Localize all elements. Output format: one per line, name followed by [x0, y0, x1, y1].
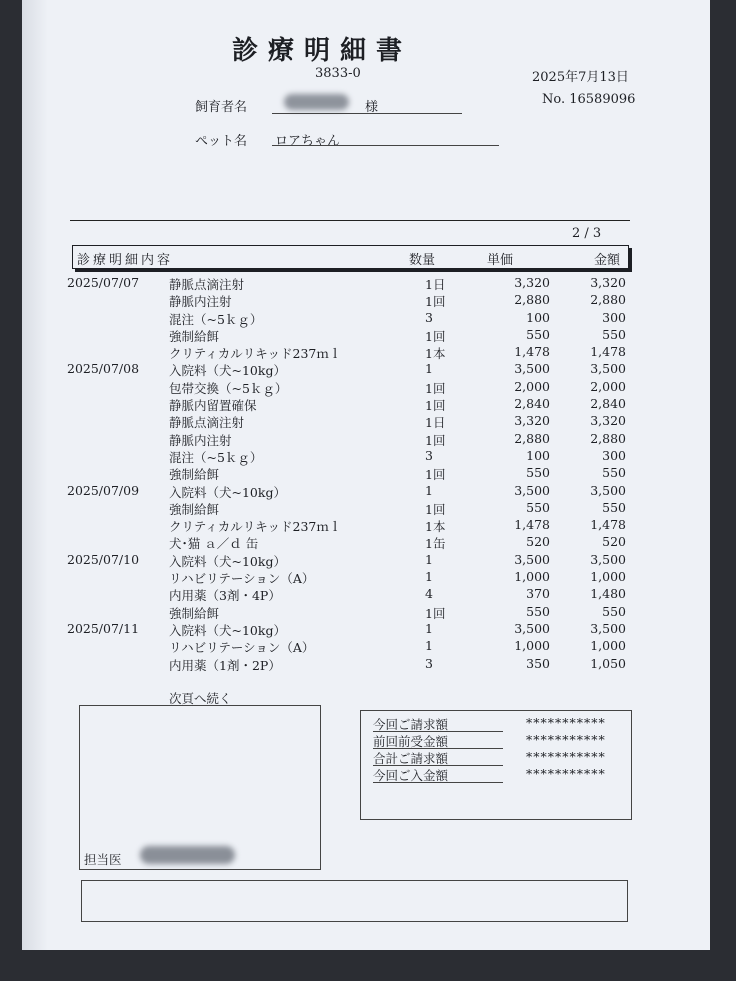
row-quantity: 1本: [425, 346, 446, 362]
row-quantity: 1: [425, 620, 433, 636]
header-quantity: 数量: [409, 253, 436, 268]
row-amount: 2,000: [590, 378, 626, 394]
table-row: [22, 292, 710, 309]
row-quantity: 1本: [425, 519, 446, 535]
row-quantity: 1缶: [425, 536, 446, 552]
pet-label: ペット名: [195, 134, 248, 149]
row-date: 2025/07/09: [67, 482, 140, 498]
row-quantity: 3: [425, 655, 433, 671]
table-row: [22, 344, 710, 361]
row-unit-price: 2,880: [514, 430, 550, 446]
header-content: 診療明細内容: [77, 253, 174, 268]
row-item: 混注（~5ｋｇ）: [169, 311, 263, 327]
table-row: [22, 465, 710, 482]
row-amount: 2,880: [590, 292, 626, 308]
row-unit-price: 1,478: [514, 344, 550, 360]
table-row: [22, 569, 710, 586]
row-unit-price: 3,320: [514, 413, 550, 429]
row-unit-price: 370: [526, 586, 550, 602]
billing-value: ***********: [526, 749, 606, 764]
billing-value: ***********: [526, 766, 606, 781]
row-item: 強制給餌: [169, 467, 220, 483]
row-item: リハビリテーション（A）: [169, 640, 315, 656]
document-title: 診療明細書: [232, 36, 413, 66]
continued-note: 次頁へ続く: [169, 691, 232, 706]
row-unit-price: 550: [526, 603, 550, 619]
row-quantity: 1: [425, 638, 433, 654]
table-row: [22, 310, 710, 327]
row-amount: 3,500: [590, 620, 626, 636]
table-row: [22, 586, 710, 603]
row-quantity: 3: [425, 309, 433, 325]
row-quantity: 1回: [425, 605, 446, 621]
row-quantity: 1回: [425, 467, 446, 483]
table-row: [22, 500, 710, 517]
row-amount: 300: [602, 309, 626, 325]
row-unit-price: 1,000: [514, 569, 550, 585]
row-item: 入院料（犬~10kg）: [169, 363, 286, 379]
table-row: [22, 638, 710, 655]
row-quantity: 1: [425, 569, 433, 585]
page-number: 2 / 3: [572, 226, 602, 241]
billing-label: 前回前受金額: [373, 732, 503, 749]
row-amount: 550: [602, 465, 626, 481]
billing-value: ***********: [526, 732, 606, 747]
table-row: [22, 517, 710, 534]
row-quantity: 1: [425, 551, 433, 567]
document-number: No. 16589096: [542, 92, 636, 107]
table-row: [22, 327, 710, 344]
remarks-box: [81, 880, 628, 922]
row-item: 入院料（犬~10kg）: [169, 622, 286, 638]
table-row: [22, 552, 710, 569]
row-amount: 550: [602, 499, 626, 515]
pet-name: ロアちゃん: [275, 134, 341, 149]
table-row: [22, 483, 710, 500]
row-unit-price: 3,320: [514, 275, 550, 290]
table-row: [22, 448, 710, 465]
table-row: [22, 621, 710, 638]
row-amount: 3,320: [590, 413, 626, 429]
row-amount: 1,478: [590, 517, 626, 533]
table-header: [72, 245, 629, 269]
row-unit-price: 100: [526, 447, 550, 463]
divider: [70, 220, 630, 221]
row-item: 包帯交換（~5ｋｇ）: [169, 380, 288, 396]
row-item: クリティカルリキッド237ｍｌ: [169, 519, 342, 535]
table-row: [22, 379, 710, 396]
row-date: 2025/07/08: [67, 361, 140, 377]
row-item: リハビリテーション（A）: [169, 571, 315, 587]
billing-label: 合計ご請求額: [373, 749, 503, 766]
row-quantity: 1回: [425, 432, 446, 448]
doctor-name-redacted: [140, 846, 235, 864]
row-item: 静脈点滴注射: [169, 277, 245, 292]
row-date: 2025/07/07: [67, 275, 140, 290]
statement-sheet: [22, 0, 710, 950]
row-amount: 1,050: [590, 655, 626, 671]
row-unit-price: 350: [526, 655, 550, 671]
billing-label: 今回ご請求額: [373, 715, 503, 732]
owner-name-redacted: [284, 94, 349, 110]
row-unit-price: 2,000: [514, 378, 550, 394]
row-amount: 3,500: [590, 482, 626, 498]
row-unit-price: 3,500: [514, 482, 550, 498]
pet-underline: [272, 145, 499, 146]
row-amount: 1,000: [590, 569, 626, 585]
header-unit-price: 単価: [487, 253, 514, 268]
row-quantity: 1回: [425, 501, 446, 517]
row-quantity: 1回: [425, 294, 446, 310]
row-quantity: 1回: [425, 398, 446, 414]
row-quantity: 1日: [425, 277, 446, 292]
row-amount: 3,500: [590, 551, 626, 567]
row-unit-price: 1,000: [514, 638, 550, 654]
table-row: [22, 604, 710, 621]
row-amount: 520: [602, 534, 626, 550]
doctor-label: 担当医: [84, 852, 122, 867]
table-row: [22, 275, 710, 292]
row-quantity: 1: [425, 482, 433, 498]
row-item: 強制給餌: [169, 501, 220, 517]
row-item: 入院料（犬~10kg）: [169, 553, 286, 569]
row-item: 静脈内留置確保: [169, 398, 257, 414]
owner-underline: [272, 113, 462, 114]
row-unit-price: 2,840: [514, 396, 550, 412]
row-item: 内用薬（1剤・2P）: [169, 657, 281, 673]
document-code: 3833-0: [315, 66, 361, 81]
row-unit-price: 520: [526, 534, 550, 550]
row-item: 静脈内注射: [169, 432, 232, 448]
row-unit-price: 3,500: [514, 551, 550, 567]
row-date: 2025/07/10: [67, 551, 140, 567]
billing-label: 今回ご入金額: [373, 766, 503, 783]
row-quantity: 4: [425, 586, 433, 602]
owner-label: 飼育者名: [195, 100, 248, 115]
row-amount: 300: [602, 447, 626, 463]
row-quantity: 1回: [425, 328, 446, 344]
row-unit-price: 2,880: [514, 292, 550, 308]
row-item: 強制給餌: [169, 328, 220, 344]
row-quantity: 3: [425, 447, 433, 463]
row-item: 静脈内注射: [169, 294, 232, 310]
table-row: [22, 656, 710, 673]
billing-box: [360, 710, 632, 820]
row-item: 入院料（犬~10kg）: [169, 484, 286, 500]
table-row: [22, 361, 710, 378]
table-row: [22, 396, 710, 413]
row-quantity: 1日: [425, 415, 446, 431]
owner-honorific: 様: [365, 100, 379, 115]
document-date: 2025年7月13日: [532, 70, 629, 85]
row-amount: 3,500: [590, 361, 626, 377]
row-unit-price: 1,478: [514, 517, 550, 533]
row-unit-price: 3,500: [514, 620, 550, 636]
billing-value: ***********: [526, 715, 606, 730]
row-amount: 550: [602, 326, 626, 342]
row-amount: 3,320: [590, 275, 626, 290]
row-unit-price: 100: [526, 309, 550, 325]
row-amount: 1,478: [590, 344, 626, 360]
row-amount: 2,840: [590, 396, 626, 412]
row-unit-price: 3,500: [514, 361, 550, 377]
row-amount: 2,880: [590, 430, 626, 446]
row-item: 内用薬（3剤・4P）: [169, 588, 281, 604]
row-item: 静脈点滴注射: [169, 415, 245, 431]
row-item: 犬･猫 ａ／ｄ 缶: [169, 536, 259, 552]
row-item: クリティカルリキッド237ｍｌ: [169, 346, 342, 362]
table-row: [22, 413, 710, 430]
row-quantity: 1: [425, 361, 433, 377]
row-amount: 550: [602, 603, 626, 619]
row-unit-price: 550: [526, 465, 550, 481]
table-row: [22, 431, 710, 448]
detail-table: [22, 275, 710, 673]
row-quantity: 1回: [425, 380, 446, 396]
table-row: [22, 534, 710, 551]
row-item: 混注（~5ｋｇ）: [169, 449, 263, 465]
row-unit-price: 550: [526, 326, 550, 342]
row-amount: 1,480: [590, 586, 626, 602]
header-amount: 金額: [594, 253, 621, 268]
row-unit-price: 550: [526, 499, 550, 515]
row-item: 強制給餌: [169, 605, 220, 621]
row-amount: 1,000: [590, 638, 626, 654]
row-date: 2025/07/11: [67, 620, 140, 636]
